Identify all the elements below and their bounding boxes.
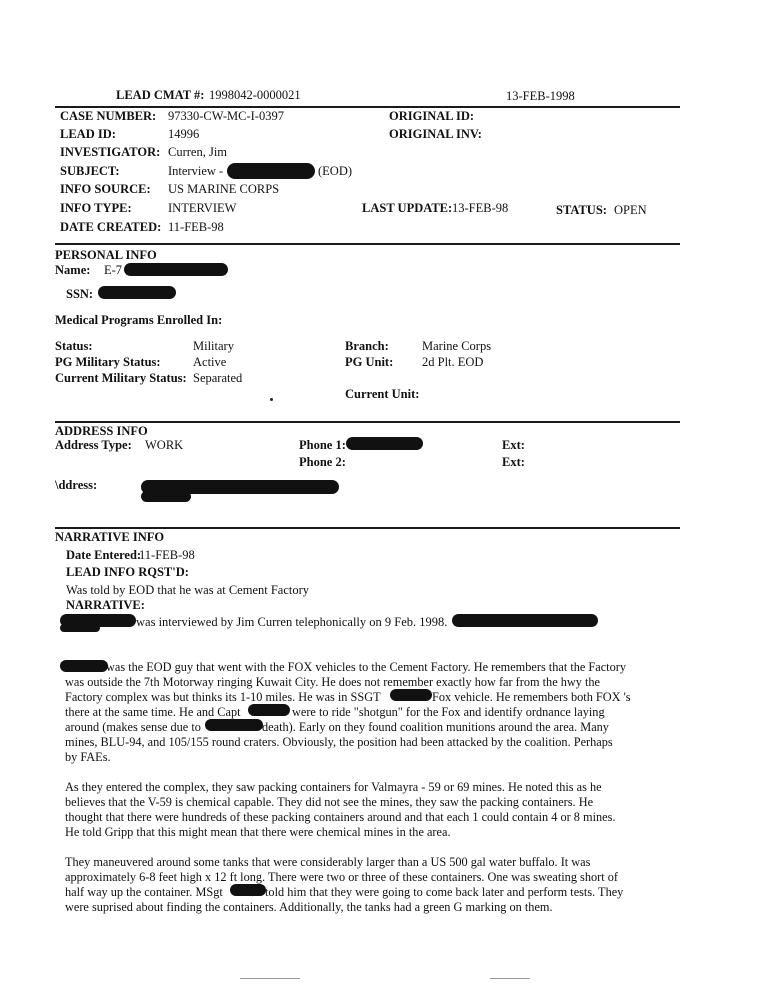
p2-line4: He told Gripp that this might mean that there were chemical mines in the area. bbox=[65, 825, 451, 839]
pg-unit-label: PG Unit: bbox=[345, 355, 394, 369]
name-label: Name: bbox=[55, 263, 91, 277]
address-type-label: Address Type: bbox=[55, 438, 132, 452]
p1-line2: was outside the 7th Motorway ringing Kuwait City. He does not remember exactly how far from the hwy the bbox=[65, 675, 601, 689]
p1-line7: by FAEs. bbox=[65, 750, 111, 764]
subject-value-prefix: Interview - bbox=[168, 164, 224, 178]
p3-line3a: half way up the container. MSgt bbox=[65, 885, 223, 899]
current-military-status-value: Separated bbox=[193, 371, 243, 385]
pg-military-status-value: Active bbox=[193, 355, 227, 369]
phone2-label: Phone 2: bbox=[299, 455, 346, 469]
p3-line3b: told him that they were going to come back later and perform tests. They bbox=[265, 885, 624, 899]
investigator-value: Curren, Jim bbox=[168, 145, 228, 159]
date-created-label: DATE CREATED: bbox=[60, 220, 162, 234]
info-source-label: INFO SOURCE: bbox=[60, 182, 151, 196]
scan-mark bbox=[490, 978, 530, 979]
name-redaction bbox=[124, 263, 228, 276]
phone1-label: Phone 1: bbox=[299, 438, 346, 452]
address-info-title: ADDRESS INFO bbox=[55, 424, 148, 438]
personal-rule bbox=[55, 421, 680, 423]
header-date: 13-FEB-1998 bbox=[506, 89, 575, 103]
p1-redaction-death bbox=[205, 719, 263, 731]
address-redaction-2 bbox=[141, 491, 191, 502]
last-update-label: LAST UPDATE: bbox=[362, 201, 453, 215]
address-rule bbox=[55, 527, 680, 529]
current-unit-label: Current Unit: bbox=[345, 387, 420, 401]
p3-redaction-msgt bbox=[230, 884, 266, 896]
date-entered-label: Date Entered: bbox=[66, 548, 142, 562]
p1-redaction-ssgt bbox=[390, 689, 432, 701]
lead-info-value: Was told by EOD that he was at Cement Factory bbox=[66, 583, 310, 597]
current-military-status-label: Current Military Status: bbox=[55, 371, 187, 385]
lead-id-value: 14996 bbox=[168, 127, 200, 141]
info-type-value: INTERVIEW bbox=[168, 201, 237, 215]
subject-redaction bbox=[227, 163, 315, 179]
investigator-label: INVESTIGATOR: bbox=[60, 145, 161, 159]
p2-line3: thought that there were hundreds of these packing containers around and that each 1 could contain 4 or 8 mines. bbox=[65, 810, 616, 824]
pg-military-status-label: PG Military Status: bbox=[55, 355, 161, 369]
p2-line2: believes that the V-59 is chemical capable. They did not see the mines, they saw the packing containers. He bbox=[65, 795, 594, 809]
lead-cmat-value: 1998042-0000021 bbox=[209, 88, 301, 102]
last-update-value: 13-FEB-98 bbox=[452, 201, 509, 215]
p1-line3a: Factory complex was but thinks its 1-10 miles. He was in SSGT bbox=[65, 690, 381, 704]
speck bbox=[270, 398, 273, 401]
pg-unit-value: 2d Plt. EOD bbox=[422, 355, 484, 369]
lead-id-label: LEAD ID: bbox=[60, 127, 116, 141]
ext2-label: Ext: bbox=[502, 455, 525, 469]
p1-redaction-name bbox=[60, 660, 108, 672]
case-rule bbox=[55, 243, 680, 245]
narrative-label: NARRATIVE: bbox=[66, 598, 145, 612]
subject-value-suffix: (EOD) bbox=[318, 164, 353, 178]
date-created-value: 11-FEB-98 bbox=[168, 220, 224, 234]
address-label: \ddress: bbox=[55, 478, 98, 492]
p1-line4a: there at the same time. He and Capt bbox=[65, 705, 241, 719]
subject-label: SUBJECT: bbox=[60, 164, 120, 178]
narrative-info-title: NARRATIVE INFO bbox=[55, 530, 165, 544]
name-value: E-7 bbox=[104, 263, 123, 277]
case-number-value: 97330-CW-MC-I-0397 bbox=[168, 109, 284, 123]
narrative-line1: was interviewed by Jim Curren telephonically on 9 Feb. 1998. bbox=[136, 615, 448, 629]
original-inv-label: ORIGINAL INV: bbox=[389, 127, 482, 141]
p3-line2: approximately 6-8 feet high x 12 ft long. There were two or three of these containers. One was sweating short of bbox=[65, 870, 618, 884]
status-field-value: Military bbox=[193, 339, 234, 353]
date-entered-value: 11-FEB-98 bbox=[139, 548, 195, 562]
case-number-label: CASE NUMBER: bbox=[60, 109, 157, 123]
p1-line3b: Fox vehicle. He remembers both FOX 's bbox=[432, 690, 631, 704]
status-value: OPEN bbox=[614, 203, 647, 217]
p1-line5a: around (makes sense due to bbox=[65, 720, 201, 734]
info-type-label: INFO TYPE: bbox=[60, 201, 132, 215]
p3-line4: were suprised about finding the containers. Additionally, the tanks had a green G marking on them. bbox=[65, 900, 553, 914]
medical-programs-label: Medical Programs Enrolled In: bbox=[55, 313, 223, 327]
p2-line1: As they entered the complex, they saw packing containers for Valmayra - 59 or 69 mines. He noted this as he bbox=[65, 780, 602, 794]
phone1-redaction bbox=[346, 437, 423, 450]
p1-line6: mines, BLU-94, and 105/155 round craters. Obviously, the position had been attacked by the coalition. Perhaps bbox=[65, 735, 613, 749]
lead-info-label: LEAD INFO RQST'D: bbox=[66, 565, 189, 579]
lead-cmat-label: LEAD CMAT #: bbox=[116, 88, 205, 102]
ext1-label: Ext: bbox=[502, 438, 525, 452]
status-field-label: Status: bbox=[55, 339, 93, 353]
status-label: STATUS: bbox=[556, 203, 607, 217]
narrative-redaction-2 bbox=[452, 614, 598, 627]
narrative-redaction-1b bbox=[60, 624, 100, 632]
scan-mark bbox=[240, 978, 300, 979]
p1-line4b: were to ride "shotgun" for the Fox and identify ordnance laying bbox=[292, 705, 605, 719]
p1-line5b: death). Early on they found coalition munitions around the area. Many bbox=[262, 720, 609, 734]
ssn-redaction bbox=[98, 286, 176, 299]
personal-info-title: PERSONAL INFO bbox=[55, 248, 157, 262]
p1-redaction-capt bbox=[248, 704, 290, 716]
branch-value: Marine Corps bbox=[422, 339, 492, 353]
header-rule bbox=[55, 106, 680, 108]
branch-label: Branch: bbox=[345, 339, 389, 353]
info-source-value: US MARINE CORPS bbox=[168, 182, 280, 196]
address-type-value: WORK bbox=[145, 438, 184, 452]
ssn-label: SSN: bbox=[66, 287, 94, 301]
p1-line1: was the EOD guy that went with the FOX vehicles to the Cement Factory. He remembers that the Factory bbox=[106, 660, 626, 674]
original-id-label: ORIGINAL ID: bbox=[389, 109, 475, 123]
p3-line1: They maneuvered around some tanks that were considerably larger than a US 500 gal water buffalo. It was bbox=[65, 855, 591, 869]
